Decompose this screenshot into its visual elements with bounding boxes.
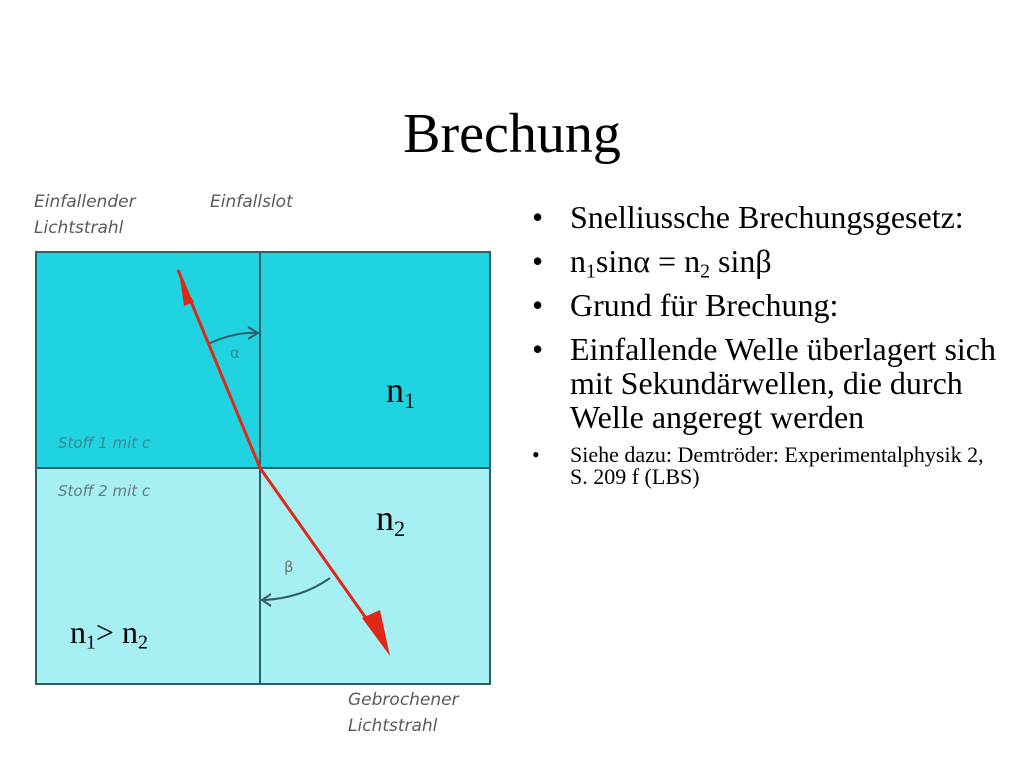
incident-ray-label-line2: Lichtstrahl bbox=[34, 218, 124, 238]
medium-1-label: Stoff 1 mit c bbox=[58, 434, 151, 452]
refracted-ray-label-line1: Gebrochener bbox=[348, 690, 459, 710]
bullet-snell: • Snelliussche Brechungsgesetz: bbox=[528, 200, 998, 234]
normal-label: Einfallslot bbox=[210, 192, 293, 212]
bullet-list bbox=[528, 200, 998, 488]
n1-label: $n_1$ bbox=[386, 370, 416, 414]
bullet-wave-explanation: • Einfallende Welle überlagert sich mit Sekundärwellen, die durch Welle angeregt werden bbox=[528, 332, 998, 434]
refraction-diagram bbox=[34, 186, 496, 742]
bullet-snell-formula: • $n_1\sin\alpha = n_2$ sinβ bbox=[528, 244, 998, 278]
refraction-diagram-svg bbox=[34, 186, 496, 742]
index-relation: $n_1> n_2$ bbox=[70, 614, 148, 654]
beta-label: β bbox=[284, 558, 294, 576]
incident-ray-label-line1: Einfallender bbox=[34, 192, 136, 212]
refracted-ray-label-line2: Lichtstrahl bbox=[348, 716, 438, 736]
alpha-label: α bbox=[230, 344, 240, 362]
bullet-reason: • Grund für Brechung: bbox=[528, 288, 998, 322]
bullet-reference: • Siehe dazu: Demtröder: Experimentalphysik 2, S. 209 f (LBS) bbox=[528, 444, 998, 488]
n2-label: $n_2$ bbox=[376, 498, 406, 542]
medium-2-label: Stoff 2 mit c bbox=[58, 482, 151, 500]
slide-title: Brechung bbox=[403, 103, 621, 165]
